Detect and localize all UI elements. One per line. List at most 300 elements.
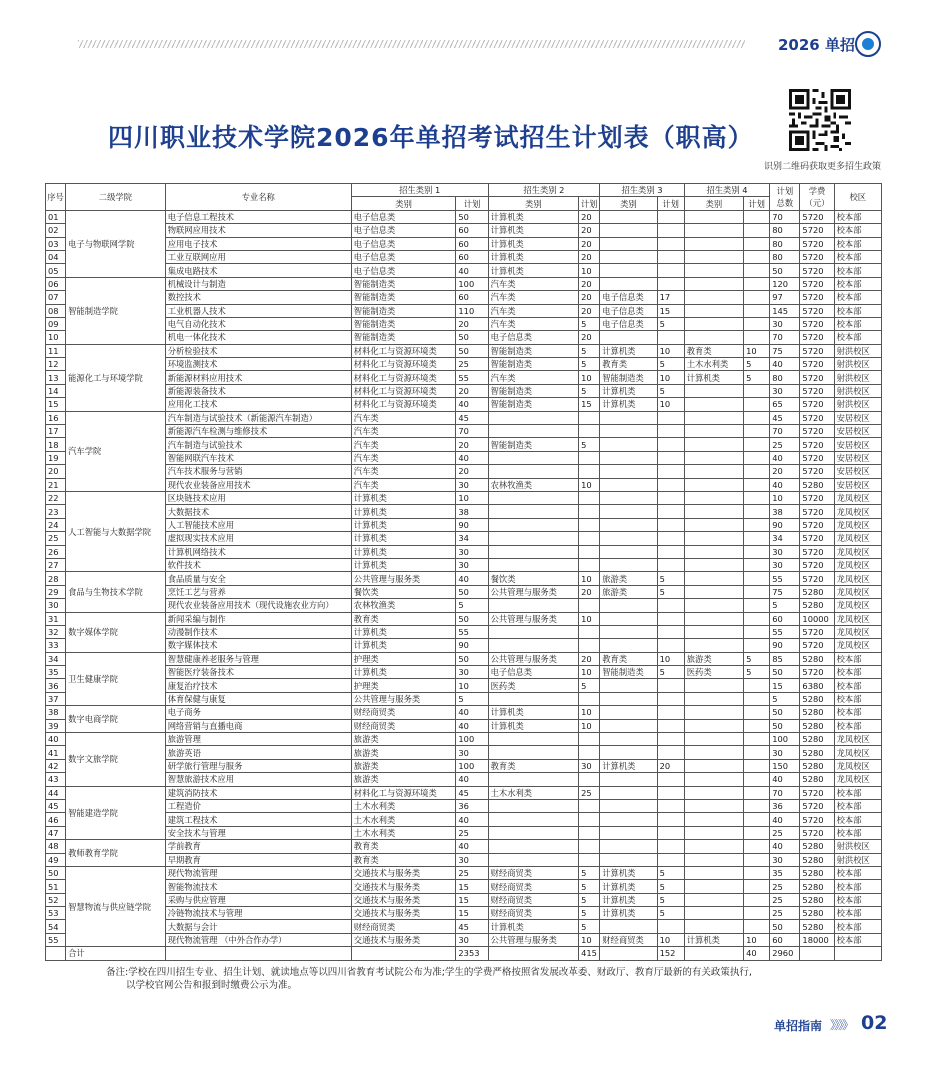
cat3-plan <box>657 264 684 277</box>
campus: 校本部 <box>834 893 881 906</box>
campus: 校本部 <box>834 679 881 692</box>
plan-total: 60 <box>770 612 800 625</box>
cat1-plan: 40 <box>456 451 488 464</box>
cat3-type <box>600 331 657 344</box>
major-name: 工程造价 <box>165 799 351 812</box>
plan-total: 25 <box>770 880 800 893</box>
table-row <box>46 425 882 438</box>
campus: 龙凤校区 <box>834 639 881 652</box>
header-cat4-type: 类别 <box>684 197 743 210</box>
row-index: 11 <box>46 344 66 357</box>
major-name: 采购与供应管理 <box>165 893 351 906</box>
school-name: 人工智能与大数据学院 <box>66 491 166 571</box>
cat1-plan: 50 <box>456 331 488 344</box>
cat3-type <box>600 853 657 866</box>
cat4-type <box>684 746 743 759</box>
major-name: 虚拟现实技术应用 <box>165 532 351 545</box>
cat4-type <box>684 759 743 772</box>
cat1-type: 公共管理与服务类 <box>351 692 456 705</box>
campus: 校本部 <box>834 291 881 304</box>
cat1-type: 财经商贸类 <box>351 719 456 732</box>
campus: 射洪校区 <box>834 398 881 411</box>
cat4-type <box>684 625 743 638</box>
cat2-plan <box>579 425 600 438</box>
campus: 龙凤校区 <box>834 585 881 598</box>
cat4-plan <box>744 465 770 478</box>
major-name: 大数据与会计 <box>165 920 351 933</box>
row-index: 50 <box>46 866 66 879</box>
cat3-plan: 5 <box>657 572 684 585</box>
header-category-4: 招生类别 4 <box>684 184 770 197</box>
cat4-type <box>684 331 743 344</box>
cat4-type <box>684 893 743 906</box>
tuition-fee: 5280 <box>800 920 834 933</box>
cat2-type <box>488 532 579 545</box>
cat2-plan: 10 <box>579 933 600 946</box>
cat2-plan: 20 <box>579 304 600 317</box>
row-index: 22 <box>46 491 66 504</box>
cat1-plan: 90 <box>456 639 488 652</box>
tuition-fee: 5720 <box>800 545 834 558</box>
cat1-type: 汽车类 <box>351 411 456 424</box>
table-row <box>46 277 882 290</box>
cat3-plan <box>657 331 684 344</box>
tuition-fee: 5720 <box>800 398 834 411</box>
cat2-type <box>488 799 579 812</box>
cat4-plan <box>744 773 770 786</box>
tuition-fee: 5720 <box>800 639 834 652</box>
table-row <box>46 438 882 451</box>
table-row <box>46 465 882 478</box>
plan-total: 75 <box>770 585 800 598</box>
cat1-type: 土木水利类 <box>351 799 456 812</box>
campus: 射洪校区 <box>834 384 881 397</box>
cat4-plan <box>744 625 770 638</box>
cat3-type: 电子信息类 <box>600 291 657 304</box>
cat4-plan <box>744 331 770 344</box>
campus: 校本部 <box>834 813 881 826</box>
cat1-type: 计算机类 <box>351 558 456 571</box>
cat1-type: 电子信息类 <box>351 264 456 277</box>
cat2-plan: 20 <box>579 277 600 290</box>
cat3-type <box>600 706 657 719</box>
cat4-plan <box>744 692 770 705</box>
cat3-plan <box>657 773 684 786</box>
campus: 校本部 <box>834 907 881 920</box>
tuition-fee: 5280 <box>800 893 834 906</box>
cat2-plan <box>579 505 600 518</box>
cat4-plan <box>744 759 770 772</box>
table-row <box>46 264 882 277</box>
cat2-plan <box>579 639 600 652</box>
cat3-type: 计算机类 <box>600 893 657 906</box>
cat2-plan <box>579 411 600 424</box>
cat3-plan: 5 <box>657 907 684 920</box>
cat3-type <box>600 237 657 250</box>
row-index: 16 <box>46 411 66 424</box>
tuition-fee: 5280 <box>800 733 834 746</box>
tuition-fee: 5280 <box>800 746 834 759</box>
campus: 校本部 <box>834 237 881 250</box>
cat4-plan: 5 <box>744 652 770 665</box>
cat4-plan: 5 <box>744 666 770 679</box>
table-row <box>46 826 882 839</box>
campus: 龙凤校区 <box>834 505 881 518</box>
tuition-fee: 5280 <box>800 652 834 665</box>
major-name: 软件技术 <box>165 558 351 571</box>
cat1-type: 教育类 <box>351 840 456 853</box>
school-name: 数字文旅学院 <box>66 733 166 787</box>
plan-total: 50 <box>770 666 800 679</box>
cat2-plan: 5 <box>579 317 600 330</box>
cat1-type: 财经商贸类 <box>351 920 456 933</box>
cat2-plan: 5 <box>579 893 600 906</box>
major-name: 研学旅行管理与服务 <box>165 759 351 772</box>
cat3-plan <box>657 277 684 290</box>
table-row <box>46 759 882 772</box>
major-name: 智慧健康养老服务与管理 <box>165 652 351 665</box>
tuition-fee: 5280 <box>800 692 834 705</box>
cat1-plan: 25 <box>456 826 488 839</box>
row-index: 44 <box>46 786 66 799</box>
cat2-type: 财经商贸类 <box>488 880 579 893</box>
cat4-type <box>684 384 743 397</box>
cat3-type <box>600 840 657 853</box>
cat1-type: 交通技术与服务类 <box>351 880 456 893</box>
plan-total: 5 <box>770 599 800 612</box>
cat4-type <box>684 250 743 263</box>
cat4-type <box>684 813 743 826</box>
cat4-type <box>684 398 743 411</box>
cat3-plan <box>657 853 684 866</box>
school-name: 数字电商学院 <box>66 706 166 733</box>
header-cat1-plan: 计划 <box>456 197 488 210</box>
cat1-plan: 110 <box>456 304 488 317</box>
cat2-plan <box>579 491 600 504</box>
cat1-type: 材料化工与资源环境类 <box>351 344 456 357</box>
row-index: 37 <box>46 692 66 705</box>
header-cat2-plan: 计划 <box>579 197 600 210</box>
tuition-fee: 5720 <box>800 358 834 371</box>
cat3-plan: 10 <box>657 933 684 946</box>
header-category-2: 招生类别 2 <box>488 184 600 197</box>
cat4-type <box>684 907 743 920</box>
cat2-plan <box>579 532 600 545</box>
cat1-plan: 25 <box>456 866 488 879</box>
cat4-plan <box>744 264 770 277</box>
footnote <box>106 966 846 992</box>
cat4-type <box>684 505 743 518</box>
cat2-plan <box>579 558 600 571</box>
cat2-plan: 5 <box>579 907 600 920</box>
total-label: 合计 <box>66 947 166 960</box>
plan-total: 70 <box>770 210 800 223</box>
cat3-type <box>600 599 657 612</box>
cat1-type: 公共管理与服务类 <box>351 572 456 585</box>
cat3-type <box>600 250 657 263</box>
row-index: 32 <box>46 625 66 638</box>
cat1-type: 计算机类 <box>351 666 456 679</box>
cat2-type: 计算机类 <box>488 250 579 263</box>
major-name: 汽车制造与试验技术（新能源汽车制造） <box>165 411 351 424</box>
major-name: 应用化工技术 <box>165 398 351 411</box>
row-index: 55 <box>46 933 66 946</box>
cat3-type <box>600 639 657 652</box>
campus: 龙凤校区 <box>834 759 881 772</box>
cat3-type: 计算机类 <box>600 907 657 920</box>
footnote-line-1: 备注:学校在四川招生专业、招生计划、就读地点等以四川省教育考试院公布为准;学生的学费严格按照省发展改革委、财政厅、教育厅最新的有关政策执行, <box>106 967 752 978</box>
cat3-type <box>600 679 657 692</box>
campus: 安居校区 <box>834 411 881 424</box>
cat4-plan <box>744 572 770 585</box>
cat2-type <box>488 518 579 531</box>
tuition-fee: 5720 <box>800 371 834 384</box>
table-row <box>46 933 882 946</box>
cat1-plan: 45 <box>456 920 488 933</box>
plan-total: 97 <box>770 291 800 304</box>
cat1-plan: 30 <box>456 933 488 946</box>
cat2-type: 汽车类 <box>488 291 579 304</box>
cat1-plan: 40 <box>456 572 488 585</box>
row-index: 31 <box>46 612 66 625</box>
cat1-plan: 60 <box>456 250 488 263</box>
tuition-fee: 5720 <box>800 505 834 518</box>
cat3-type <box>600 773 657 786</box>
row-index: 46 <box>46 813 66 826</box>
cat2-type <box>488 840 579 853</box>
cat3-type <box>600 719 657 732</box>
cat4-type <box>684 210 743 223</box>
major-name: 计算机网络技术 <box>165 545 351 558</box>
cat1-type: 护理类 <box>351 652 456 665</box>
qr-code-icon[interactable] <box>789 89 851 151</box>
cat2-plan: 5 <box>579 880 600 893</box>
campus: 校本部 <box>834 933 881 946</box>
row-index: 15 <box>46 398 66 411</box>
cat4-plan <box>744 893 770 906</box>
cat1-plan: 50 <box>456 344 488 357</box>
table-row <box>46 491 882 504</box>
major-name: 旅游管理 <box>165 733 351 746</box>
plan-total: 80 <box>770 224 800 237</box>
campus: 校本部 <box>834 652 881 665</box>
plan-total: 40 <box>770 478 800 491</box>
cat2-plan: 10 <box>579 371 600 384</box>
cat3-plan: 5 <box>657 880 684 893</box>
cat2-type <box>488 692 579 705</box>
cat3-type: 旅游类 <box>600 572 657 585</box>
cat4-type <box>684 786 743 799</box>
header-cat1-type: 类别 <box>351 197 456 210</box>
campus: 校本部 <box>834 880 881 893</box>
cat4-type <box>684 224 743 237</box>
major-name: 电气自动化技术 <box>165 317 351 330</box>
cat2-type <box>488 491 579 504</box>
cat3-plan <box>657 719 684 732</box>
cat1-type: 汽车类 <box>351 465 456 478</box>
campus: 射洪校区 <box>834 840 881 853</box>
tuition-fee: 5280 <box>800 478 834 491</box>
cat1-plan: 15 <box>456 880 488 893</box>
cat4-type <box>684 679 743 692</box>
cat3-type <box>600 210 657 223</box>
tuition-fee: 5720 <box>800 813 834 826</box>
row-index: 05 <box>46 264 66 277</box>
cat4-type <box>684 317 743 330</box>
cat4-plan <box>744 505 770 518</box>
cat3-plan: 15 <box>657 304 684 317</box>
cat1-plan: 50 <box>456 612 488 625</box>
cat4-type <box>684 840 743 853</box>
cat2-type <box>488 505 579 518</box>
cat4-type <box>684 853 743 866</box>
cat4-plan <box>744 585 770 598</box>
school-name: 智能制造学院 <box>66 277 166 344</box>
cat1-type: 智能制造类 <box>351 331 456 344</box>
cat2-plan: 15 <box>579 398 600 411</box>
campus: 校本部 <box>834 799 881 812</box>
cat4-type <box>684 706 743 719</box>
cat1-type: 土木水利类 <box>351 813 456 826</box>
cat2-type <box>488 451 579 464</box>
cat4-plan <box>744 907 770 920</box>
cat3-plan <box>657 840 684 853</box>
table-row <box>46 666 882 679</box>
footer-chevrons-icon: 》》》》 <box>830 1018 853 1032</box>
major-name: 现代物流管理 <box>165 866 351 879</box>
cat4-type <box>684 733 743 746</box>
cat1-type: 计算机类 <box>351 532 456 545</box>
cat1-type: 交通技术与服务类 <box>351 866 456 879</box>
table-row <box>46 304 882 317</box>
cat4-type <box>684 304 743 317</box>
major-name: 物联网应用技术 <box>165 224 351 237</box>
cat1-type: 材料化工与资源环境类 <box>351 358 456 371</box>
cat3-plan <box>657 545 684 558</box>
major-name: 智能医疗装备技术 <box>165 666 351 679</box>
cat4-plan <box>744 813 770 826</box>
row-index: 07 <box>46 291 66 304</box>
row-index: 01 <box>46 210 66 223</box>
cat1-type: 计算机类 <box>351 545 456 558</box>
school-name: 卫生健康学院 <box>66 652 166 706</box>
school-name: 电子与物联网学院 <box>66 210 166 277</box>
row-index: 19 <box>46 451 66 464</box>
cat3-type <box>600 264 657 277</box>
cat4-plan <box>744 840 770 853</box>
cat2-plan: 20 <box>579 652 600 665</box>
cat3-plan <box>657 451 684 464</box>
tuition-fee: 5720 <box>800 304 834 317</box>
plan-total: 145 <box>770 304 800 317</box>
major-name: 网络营销与直播电商 <box>165 719 351 732</box>
major-name: 智能物流技术 <box>165 880 351 893</box>
cat2-type: 土木水利类 <box>488 786 579 799</box>
cat3-type <box>600 491 657 504</box>
cat1-plan: 5 <box>456 599 488 612</box>
cat1-type: 教育类 <box>351 612 456 625</box>
cat2-plan: 5 <box>579 679 600 692</box>
table-row <box>46 358 882 371</box>
cat1-plan: 40 <box>456 398 488 411</box>
campus: 安居校区 <box>834 451 881 464</box>
plan-total: 150 <box>770 759 800 772</box>
row-index: 10 <box>46 331 66 344</box>
cat2-type: 电子信息类 <box>488 331 579 344</box>
school-name: 食品与生物技术学院 <box>66 572 166 612</box>
cat3-plan <box>657 237 684 250</box>
cat2-type: 医药类 <box>488 679 579 692</box>
cat4-type <box>684 826 743 839</box>
cat3-plan <box>657 438 684 451</box>
cat1-plan: 10 <box>456 679 488 692</box>
row-index: 35 <box>46 666 66 679</box>
cat4-type <box>684 425 743 438</box>
cat4-type <box>684 545 743 558</box>
cat4-plan <box>744 210 770 223</box>
cat2-plan: 20 <box>579 585 600 598</box>
cat2-type: 公共管理与服务类 <box>488 933 579 946</box>
cat4-type <box>684 866 743 879</box>
cat4-type <box>684 237 743 250</box>
cat1-type: 旅游类 <box>351 773 456 786</box>
cat4-plan: 10 <box>744 344 770 357</box>
cat4-type <box>684 291 743 304</box>
plan-total: 80 <box>770 371 800 384</box>
cat3-type <box>600 799 657 812</box>
campus: 安居校区 <box>834 438 881 451</box>
table-row <box>46 532 882 545</box>
table-row <box>46 317 882 330</box>
tuition-fee: 5720 <box>800 384 834 397</box>
cat3-plan: 10 <box>657 398 684 411</box>
row-index: 51 <box>46 880 66 893</box>
cat2-type: 财经商贸类 <box>488 893 579 906</box>
plan-total: 65 <box>770 398 800 411</box>
cat2-plan: 10 <box>579 612 600 625</box>
cat4-plan <box>744 799 770 812</box>
tuition-fee: 5280 <box>800 599 834 612</box>
cat3-plan <box>657 813 684 826</box>
cat2-plan: 20 <box>579 250 600 263</box>
cat1-type: 交通技术与服务类 <box>351 933 456 946</box>
cat3-type <box>600 224 657 237</box>
cat4-type <box>684 612 743 625</box>
campus: 校本部 <box>834 706 881 719</box>
tuition-fee: 5720 <box>800 491 834 504</box>
table-row <box>46 237 882 250</box>
tuition-fee: 5720 <box>800 465 834 478</box>
campus: 龙凤校区 <box>834 612 881 625</box>
cat1-plan: 15 <box>456 893 488 906</box>
header-category-1: 招生类别 1 <box>351 184 488 197</box>
major-name: 工业机器人技术 <box>165 304 351 317</box>
cat1-plan: 45 <box>456 411 488 424</box>
cat1-type: 材料化工与资源环境类 <box>351 371 456 384</box>
campus: 龙凤校区 <box>834 532 881 545</box>
cat1-type: 材料化工与资源环境类 <box>351 786 456 799</box>
cat4-type <box>684 518 743 531</box>
table-body <box>46 210 882 946</box>
cat3-type <box>600 746 657 759</box>
cat2-type: 汽车类 <box>488 277 579 290</box>
cat2-plan <box>579 625 600 638</box>
cat2-type: 智能制造类 <box>488 384 579 397</box>
cat3-plan <box>657 639 684 652</box>
major-name: 电子商务 <box>165 706 351 719</box>
header-cat3-plan: 计划 <box>657 197 684 210</box>
cat3-plan <box>657 411 684 424</box>
